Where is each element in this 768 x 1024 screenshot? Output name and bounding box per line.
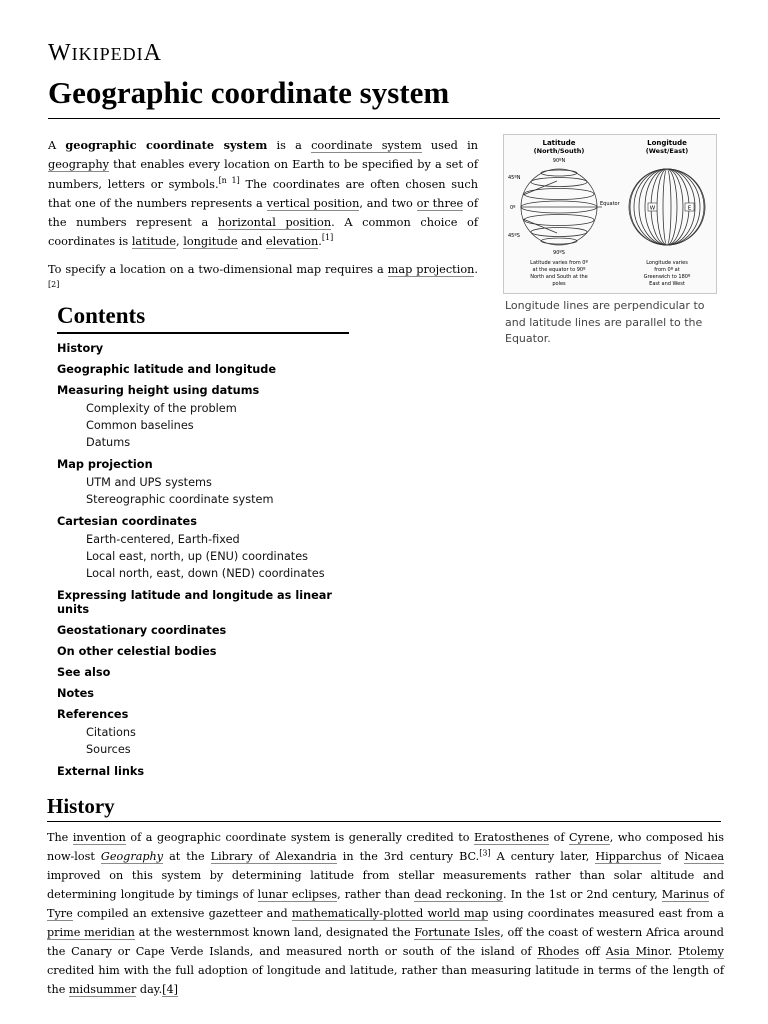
history-paragraph [47,828,724,999]
history-text: , who composed his now-lost [47,831,724,863]
toc-subitem[interactable]: UTM and UPS systems [86,476,212,489]
toc-item[interactable] [57,363,349,377]
history-text: compiled an extensive gazetteer and [72,907,292,920]
text: The coordinates are often chosen such that one of the numbers represents a [48,177,478,210]
toc-item-label[interactable]: Notes [57,687,95,700]
text: . A common choice of coordinates is [48,216,478,249]
toc-item-label[interactable]: References [57,708,129,721]
link-elevation[interactable]: elevation [265,235,319,249]
history-text: off [579,945,606,958]
text: To specify a location on a two-dimensional map requires a [48,262,388,276]
latitude-globe [521,169,602,245]
toc-subitem[interactable]: Stereographic coordinate system [86,493,274,506]
wordmark-initial: W [48,40,72,66]
toc-heading: Contents [57,302,349,334]
history-link[interactable]: Rhodes [537,945,580,958]
citation-ref[interactable]: [3] [479,848,491,858]
history-link[interactable]: dead reckoning [414,888,503,901]
toc-sublist [86,724,349,758]
history-text: at the westernmost known land, designated the [134,926,415,939]
history-link-italic[interactable]: Geography [100,850,164,863]
history-text: at the [163,850,211,863]
longitude-note-line: Longitude varies [646,260,688,266]
link-or-three[interactable]: or three [416,196,464,210]
toc-subitem[interactable]: Common baselines [86,419,194,432]
history-link[interactable]: [4] [162,983,179,996]
history-link[interactable]: Asia Minor [605,945,669,958]
text: is a [267,139,312,152]
history-text: , off the coast of western Africa around the Canary or Cape Verde Islands, and measured north or south of the island of [47,926,724,958]
history-link[interactable]: lunar eclipses [257,888,338,901]
link-longitude[interactable]: longitude [183,235,238,249]
label-0: 0º [510,205,516,211]
longitude-subtitle: (West/East) [645,147,689,155]
citation-ref[interactable]: [2] [48,280,60,290]
bold-term: geographic coordinate system [65,138,268,152]
toc-item[interactable] [57,708,349,758]
text: . [318,235,322,249]
history-link[interactable]: Fortunate Isles [414,926,501,939]
history-link[interactable]: midsummer [68,983,137,996]
toc-list [57,342,349,779]
globe-diagram [504,135,716,293]
history-link[interactable]: Nicaea [684,850,724,863]
figure-image[interactable] [503,134,717,294]
latitude-note-line: Latitude varies from 0º [530,260,588,266]
toc-item-label[interactable]: Expressing latitude and longitude as linear units [57,589,332,616]
latitude-longitude-figure [503,134,717,348]
toc-subitem[interactable]: Sources [86,743,131,756]
toc-item-label[interactable]: See also [57,666,111,679]
toc-item[interactable] [57,458,349,508]
latitude-subtitle: (North/South) [533,147,585,155]
text: A [48,139,66,152]
history-text: . [668,945,679,958]
toc-item[interactable] [57,666,349,680]
link-coordinate-system[interactable]: coordinate system [311,139,422,152]
text: , [176,235,184,249]
longitude-note-line: East and West [649,281,685,287]
latitude-note-line: North and South at the [530,274,588,280]
section-heading-history: History [47,792,721,822]
toc-sublist [86,474,349,508]
history-text: , rather than [337,888,415,901]
longitude-note-line: from 0º at [654,267,680,273]
history-text: in the 3rd century BC. [336,850,480,863]
intro-paragraph-1 [48,136,478,252]
toc-subitem[interactable]: Local north, east, down (NED) coordinates [86,567,325,580]
toc-item[interactable] [57,342,349,356]
history-text: day. [136,983,163,996]
text: of the numbers represent a [48,196,479,230]
toc-item[interactable] [57,645,349,659]
toc-item[interactable] [57,765,349,779]
label-45n: 45ºN [508,175,521,181]
text: . [474,262,478,276]
toc-sublist [86,400,349,451]
history-link[interactable]: Cyrene [569,831,610,844]
text: , and two [359,196,417,210]
label-equator: Equator [600,201,620,207]
note-ref[interactable]: [n 1] [218,175,240,185]
page-title: Geographic coordinate system [48,74,720,119]
label-90n: 90ºN [552,158,566,164]
longitude-note-line: Greenwich to 180º [643,274,691,280]
figure-caption: Longitude lines are perpendicular to and latitude lines are parallel to the Equator. [505,299,705,345]
history-text: The [47,831,73,844]
toc-item-label[interactable]: On other celestial bodies [57,645,217,658]
wikipedia-wordmark[interactable] [48,40,162,67]
latitude-title: Latitude [542,139,576,147]
longitude-title: Longitude [647,139,687,147]
link-vertical-position[interactable]: vertical position [266,196,360,210]
toc-subitem[interactable]: Datums [86,436,131,449]
toc-item[interactable] [57,589,349,617]
label-w: W [649,205,656,212]
history-text: improved on this system by determining latitude from stellar measurements rather than solar altitude and determining longitude by timings of [47,869,724,901]
history-link[interactable]: Library of Alexandria [210,850,337,863]
history-text: credited him with the full adoption of longitude and latitude, rather than measuring latitude in terms of the length of the [47,964,724,996]
history-link[interactable]: Marinus [661,888,709,901]
toc-item-label[interactable]: Measuring height using datums [57,384,260,397]
text: used in [421,139,479,152]
history-link[interactable]: Ptolemy [678,945,724,958]
toc-item-label[interactable]: Map projection [57,458,153,471]
link-geography[interactable]: geography [48,158,109,172]
toc-subitem[interactable]: Complexity of the problem [86,402,237,415]
history-link[interactable]: Eratosthenes [474,831,550,844]
latitude-note-line: at the equator to 90º [532,267,586,273]
history-link[interactable]: Hipparchus [595,850,662,863]
toc-item-label[interactable]: External links [57,765,145,778]
toc-subitem[interactable]: Local east, north, up (ENU) coordinates [86,550,309,563]
history-text: . In the 1st or 2nd century, [502,888,662,901]
history-text: of [549,831,570,844]
toc-subitem[interactable]: Citations [86,726,136,739]
history-link[interactable]: Tyre [47,907,73,920]
intro-paragraph-2 [48,260,478,299]
link-map-projection[interactable]: map projection [387,262,475,276]
history-text: of [708,888,724,901]
label-45s: 45ºS [508,233,520,239]
intro-text [48,136,478,306]
history-link[interactable]: prime meridian [47,926,135,939]
link-horizontal-position[interactable]: horizontal position [217,216,332,230]
toc-item[interactable] [57,687,349,701]
history-text: using coordinates measured east from a [488,907,724,920]
table-of-contents [57,302,349,786]
text: and [237,235,266,249]
citation-ref[interactable]: [1] [321,233,334,243]
history-text: A century later, [490,850,596,863]
wordmark-smallcaps: IKIPEDI [71,44,144,64]
toc-subitem[interactable]: Earth-centered, Earth-fixed [86,533,240,546]
text: that enables every location on Earth to be specified by a set of numbers, letters or symbols. [48,158,478,191]
toc-item-label[interactable]: Geostationary coordinates [57,624,227,637]
label-90s: 90ºS [553,250,565,256]
toc-sublist [86,531,349,582]
history-text: of [661,850,685,863]
link-latitude[interactable]: latitude [131,235,177,249]
label-e: E [687,205,692,212]
history-link[interactable]: invention [72,831,126,844]
toc-item-label[interactable]: Geographic latitude and longitude [57,363,277,376]
toc-item-label[interactable]: History [57,342,104,355]
toc-item[interactable] [57,384,349,451]
toc-item-label[interactable]: Cartesian coordinates [57,515,197,528]
history-text: of a geographic coordinate system is generally credited to [125,831,474,844]
toc-item[interactable] [57,515,349,582]
toc-item[interactable] [57,624,349,638]
latitude-note-line: poles [552,281,566,287]
wordmark-final: A [143,40,162,66]
history-link[interactable]: mathematically-plotted world map [291,907,489,920]
